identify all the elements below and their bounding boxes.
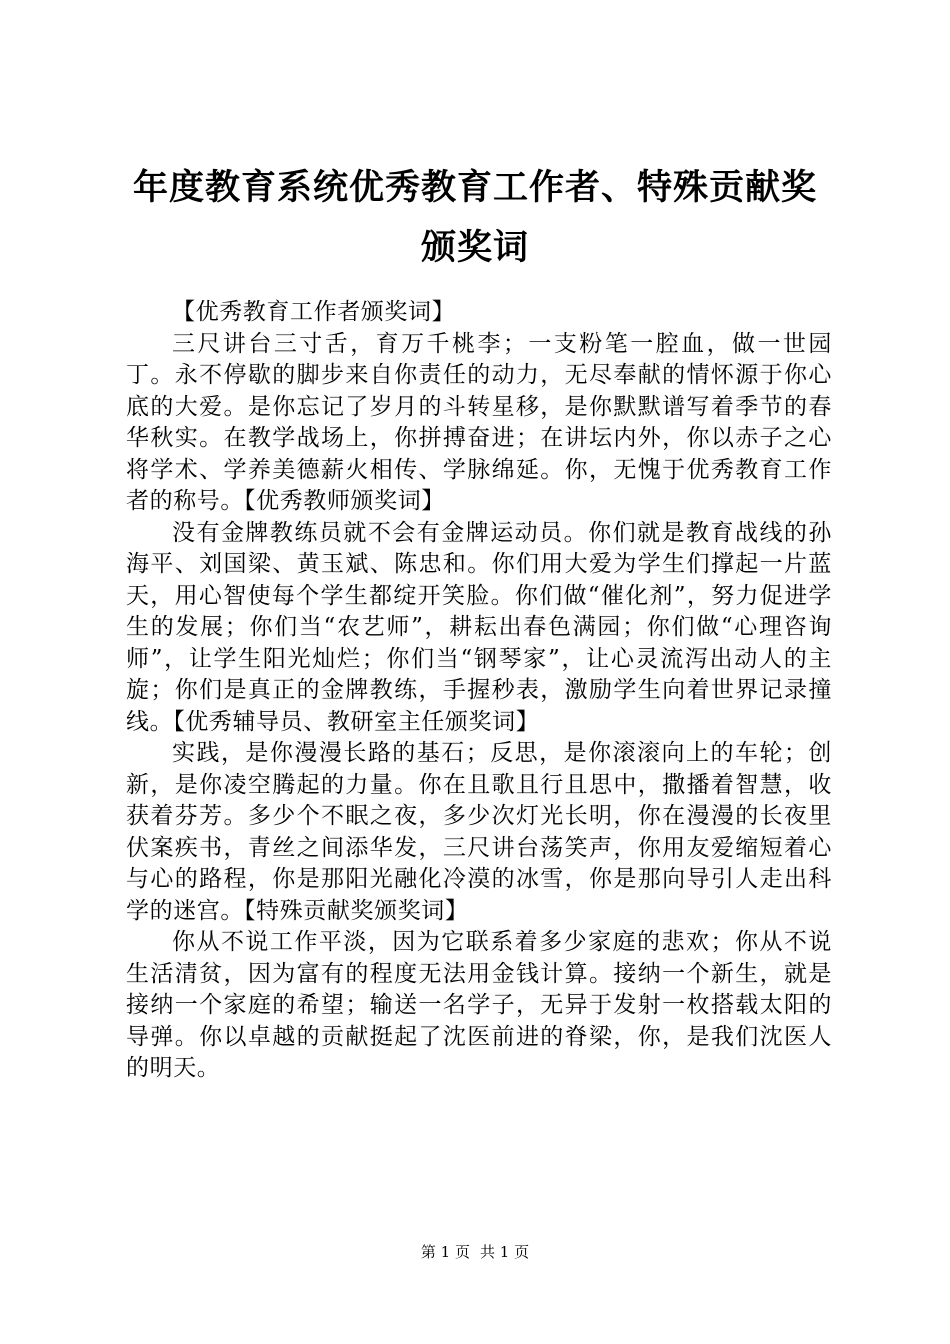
document-title: 年度教育系统优秀教育工作者、特殊贡献奖颁奖词	[132, 168, 817, 268]
paragraph-outstanding-teacher: 没有金牌教练员就不会有金牌运动员。你们就是教育战线的孙海平、刘国梁、黄玉斌、陈忠和。你们用大爱为学生们撑起一片蓝天，用心智使每个学生都绽开笑脸。你们做“催化剂”，努力促进学生的发展；你们当“农艺师”，耕耘出春色满园；你们做“心理咨询师”，让学生阳光灿烂；你们当“钢琴家”，让心灵流泻出动人的主旋；你们是真正的金牌教练，手握秒表，激励学生向着世界记录撞线。【优秀辅导员、教研室主任颁奖词】	[126, 519, 832, 735]
paragraph-counselor-director: 实践，是你漫漫长路的基石；反思，是你滚滚向上的车轮；创新，是你凌空腾起的力量。你在且歌且行且思中，撒播着智慧，收获着芬芳。多少个不眠之夜，多少次灯光长明，你在漫漫的长夜里伏案疾书，青丝之间添华发，三尺讲台荡笑声，你用友爱缩短着心与心的路程，你是那阳光融化冷漠的冰雪，你是那向导引人走出科学的迷宫。【特殊贡献奖颁奖词】	[126, 740, 832, 924]
section-heading-outstanding-educator: 【优秀教育工作者颁奖词】	[172, 299, 456, 325]
paragraph-special-contribution: 你从不说工作平淡，因为它联系着多少家庭的悲欢；你从不说生活清贫，因为富有的程度无法用金钱计算。接纳一个新生，就是接纳一个家庭的希望；输送一名学子，无异于发射一枚搭载太阳的导弹。你以卓越的贡献挺起了沈医前进的脊梁，你，是我们沈医人的明天。	[126, 929, 832, 1081]
paragraph-outstanding-educator: 三尺讲台三寸舌，育万千桃李；一支粉笔一腔血，做一世园丁。永不停歇的脚步来自你责任的动力，无尽奉献的情怀源于你心底的大爱。是你忘记了岁月的斗转星移，是你默默谱写着季节的春华秋实。在教学战场上，你拼搏奋进；在讲坛内外，你以赤子之心将学术、学养美德薪火相传、学脉绵延。你，无愧于优秀教育工作者的称号。【优秀教师颁奖词】	[126, 330, 832, 514]
page-total: 共 1 页	[480, 1243, 530, 1261]
page-number: 第 1 页	[420, 1243, 470, 1261]
page-footer	[0, 1242, 950, 1262]
document-body	[126, 297, 832, 1085]
